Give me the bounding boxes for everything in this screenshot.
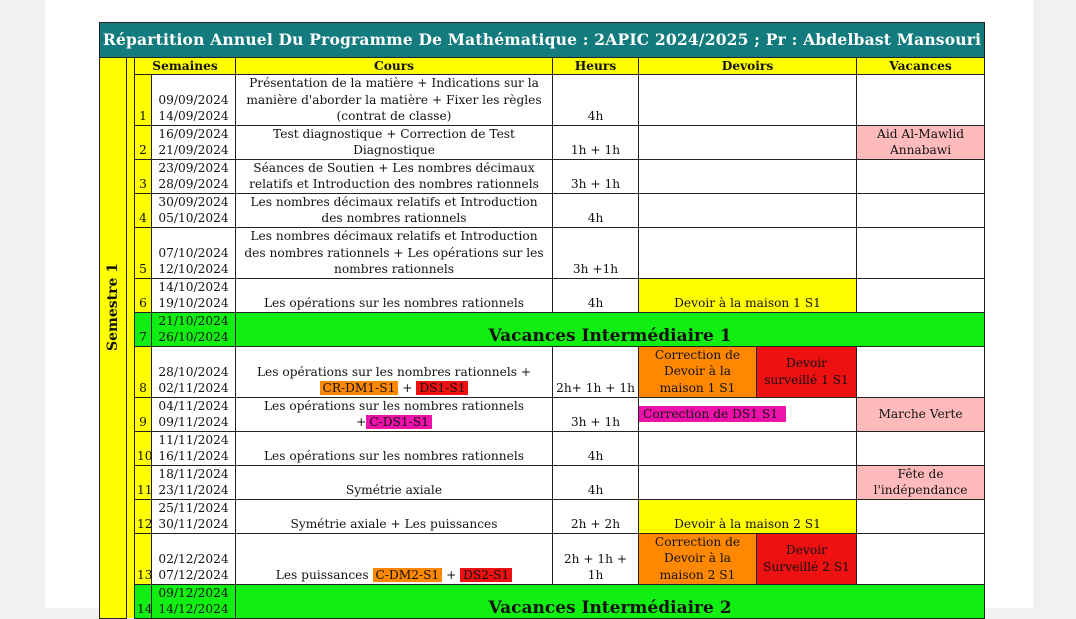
- week-dates: 14/10/2024 19/10/2024: [152, 278, 236, 312]
- hours-cell: 3h + 1h: [553, 397, 639, 431]
- header-vacances: Vacances: [857, 58, 985, 75]
- course-cell: Les nombres décimaux relatifs et Introduction des nombres rationnels: [236, 193, 553, 227]
- table-row: [100, 278, 985, 312]
- week-dates: 21/10/2024 26/10/2024: [152, 312, 236, 346]
- week-number: 2: [135, 125, 152, 159]
- vacance-cell: Marche Verte: [857, 397, 985, 431]
- tag-ds1: DS1-S1: [416, 381, 468, 395]
- vacance-cell: [857, 159, 985, 193]
- vacance-cell: [857, 533, 985, 584]
- vacance-cell: [857, 75, 985, 126]
- week-number: 12: [135, 499, 152, 533]
- hours-cell: 2h + 2h: [553, 499, 639, 533]
- course-cell: Les opérations sur les nombres rationnels + C-DS1-S1: [236, 397, 553, 431]
- week-dates: 04/11/2024 09/11/2024: [152, 397, 236, 431]
- devoir-cell-a: Correction de Devoir à la maison 2 S1: [639, 533, 757, 584]
- vacance-cell: Fête de l'indépendance: [857, 465, 985, 499]
- devoir-cell: Devoir à la maison 2 S1: [639, 499, 857, 533]
- table-row: [100, 193, 985, 227]
- table-row: [100, 346, 985, 397]
- week-dates: 30/09/2024 05/10/2024: [152, 193, 236, 227]
- week-number: 11: [135, 465, 152, 499]
- week-number: 13: [135, 533, 152, 584]
- week-dates: 25/11/2024 30/11/2024: [152, 499, 236, 533]
- week-dates: 09/09/2024 14/09/2024: [152, 75, 236, 126]
- devoir-cell-b: Devoir surveillé 1 S1: [757, 346, 857, 397]
- tag-ds2: DS2-S1: [460, 568, 512, 582]
- hours-cell: 4h: [553, 431, 639, 465]
- hours-cell: 4h: [553, 193, 639, 227]
- week-number: 6: [135, 278, 152, 312]
- header-row: [100, 58, 985, 75]
- table-row: [100, 227, 985, 278]
- vacance-cell: [857, 193, 985, 227]
- devoir-cell: [639, 431, 857, 465]
- vacation-banner: Vacances Intermédiaire 1: [236, 312, 985, 346]
- devoir-cell: [639, 227, 857, 278]
- week-number: 4: [135, 193, 152, 227]
- course-cell: Les opérations sur les nombres rationnels + CR-DM1-S1 + DS1-S1: [236, 346, 553, 397]
- table-row: [100, 431, 985, 465]
- devoir-cell: [639, 465, 857, 499]
- devoir-cell: [639, 159, 857, 193]
- tag-cr-dm1: CR-DM1-S1: [320, 381, 399, 395]
- devoir-cell: [639, 193, 857, 227]
- week-dates: 09/12/2024 14/12/2024: [152, 584, 236, 618]
- course-cell: Séances de Soutien + Les nombres décimaux relatifs et Introduction des nombres rationnels: [236, 159, 553, 193]
- semester-label: Semestre 1: [100, 58, 127, 619]
- week-number: 14: [135, 584, 152, 618]
- vacation-row: [100, 584, 985, 618]
- schedule-table: [99, 22, 985, 619]
- tag-c-dm2: C-DM2-S1: [373, 568, 443, 582]
- course-cell: Présentation de la matière + Indications sur la manière d'aborder la matière + Fixer les règles (contrat de classe): [236, 75, 553, 126]
- hours-cell: 3h +1h: [553, 227, 639, 278]
- course-cell: Les opérations sur les nombres rationnels: [236, 431, 553, 465]
- table-row: [100, 499, 985, 533]
- table-row: [100, 397, 985, 431]
- vacation-banner: Vacances Intermédiaire 2: [236, 584, 985, 618]
- hours-cell: 3h + 1h: [553, 159, 639, 193]
- week-number: 1: [135, 75, 152, 126]
- week-number: 10: [135, 431, 152, 465]
- course-cell: Symétrie axiale: [236, 465, 553, 499]
- devoir-cell: [639, 75, 857, 126]
- week-number: 9: [135, 397, 152, 431]
- vacance-cell: [857, 346, 985, 397]
- header-cours: Cours: [236, 58, 553, 75]
- week-dates: 28/10/2024 02/11/2024: [152, 346, 236, 397]
- semester-spacer: [127, 58, 135, 619]
- header-heurs: Heurs: [553, 58, 639, 75]
- table-row: [100, 465, 985, 499]
- course-cell: Les opérations sur les nombres rationnels: [236, 278, 553, 312]
- table-row: [100, 125, 985, 159]
- week-number: 7: [135, 312, 152, 346]
- week-dates: 11/11/2024 16/11/2024: [152, 431, 236, 465]
- document-page: [45, 0, 1033, 618]
- course-cell: Les puissances C-DM2-S1 + DS2-S1: [236, 533, 553, 584]
- tag-c-ds1: C-DS1-S1: [366, 415, 432, 429]
- course-cell: Symétrie axiale + Les puissances: [236, 499, 553, 533]
- vacance-cell: [857, 227, 985, 278]
- vacance-cell: Aid Al-Mawlid Annabawi: [857, 125, 985, 159]
- table-row: [100, 533, 985, 584]
- table-row: [100, 159, 985, 193]
- hours-cell: 2h + 1h + 1h: [553, 533, 639, 584]
- hours-cell: 4h: [553, 75, 639, 126]
- devoir-cell: [639, 125, 857, 159]
- course-cell: Les nombres décimaux relatifs et Introduction des nombres rationnels + Les opérations sur les nombres rationnels: [236, 227, 553, 278]
- week-dates: 02/12/2024 07/12/2024: [152, 533, 236, 584]
- vacance-cell: [857, 499, 985, 533]
- week-dates: 07/10/2024 12/10/2024: [152, 227, 236, 278]
- hours-cell: 4h: [553, 465, 639, 499]
- hours-cell: 1h + 1h: [553, 125, 639, 159]
- devoir-cell: Correction de DS1 S1: [639, 397, 857, 431]
- week-number: 5: [135, 227, 152, 278]
- week-number: 8: [135, 346, 152, 397]
- header-devoirs: Devoirs: [639, 58, 857, 75]
- table-title: Répartition Annuel Du Programme De Mathématique : 2APIC 2024/2025 ; Pr : Abdelbast Mansouri: [100, 23, 985, 58]
- week-number: 3: [135, 159, 152, 193]
- week-dates: 16/09/2024 21/09/2024: [152, 125, 236, 159]
- header-semaines: Semaines: [135, 58, 236, 75]
- table-row: [100, 75, 985, 126]
- vacance-cell: [857, 431, 985, 465]
- vacance-cell: [857, 278, 985, 312]
- course-cell: Test diagnostique + Correction de Test Diagnostique: [236, 125, 553, 159]
- hours-cell: 2h+ 1h + 1h: [553, 346, 639, 397]
- week-dates: 23/09/2024 28/09/2024: [152, 159, 236, 193]
- week-dates: 18/11/2024 23/11/2024: [152, 465, 236, 499]
- devoir-cell-a: Correction de Devoir à la maison 1 S1: [639, 346, 757, 397]
- devoir-cell: Devoir à la maison 1 S1: [639, 278, 857, 312]
- hours-cell: 4h: [553, 278, 639, 312]
- devoir-cell-b: Devoir Surveillé 2 S1: [757, 533, 857, 584]
- vacation-row: [100, 312, 985, 346]
